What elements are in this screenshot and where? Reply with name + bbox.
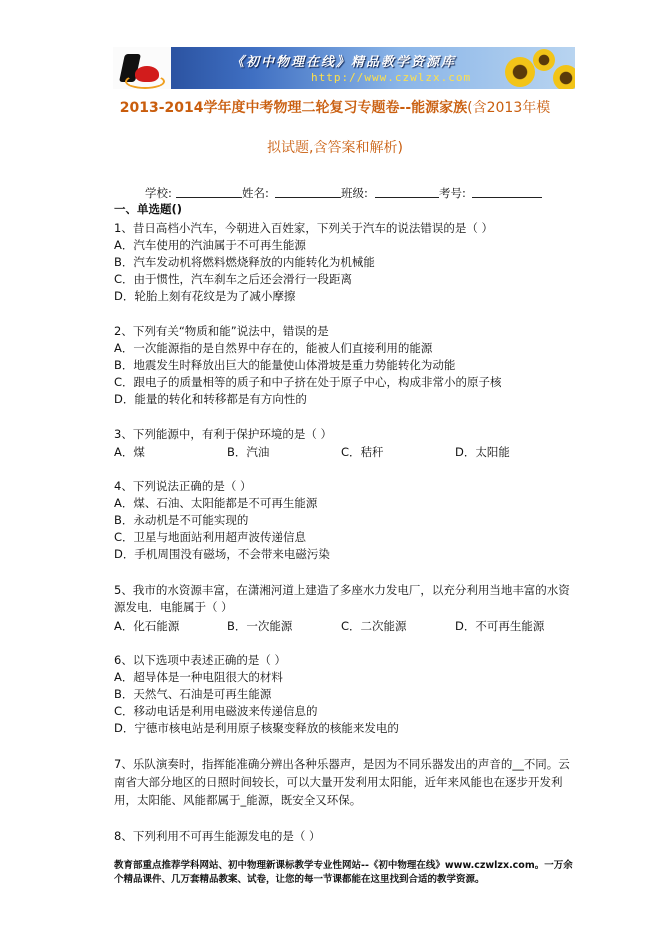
option-a: A．煤 <box>114 445 145 459</box>
option-c: C．秸秆 <box>341 445 384 459</box>
footer-line1: 教育部重点推荐学科网站、初中物理新课标教学专业性网站--《初中物理在线》www.czwlzx.com。一万余 <box>114 860 573 871</box>
option-a: A．化石能源 <box>114 619 180 633</box>
option-c: C．由于惯性，汽车刹车之后还会滑行一段距离 <box>114 272 353 286</box>
option-c: C．二次能源 <box>341 619 407 633</box>
question-stem-continued: 用，太阳能、风能都属于_能源，既安全又环保。 <box>114 793 362 807</box>
option-a: A．一次能源指的是自然界中存在的，能被人们直接利用的能源 <box>114 341 433 355</box>
option-b: B．地震发生时释放出巨大的能量使山体滑坡是重力势能转化为动能 <box>114 358 456 372</box>
option-a: A．超导体是一种电阻很大的材料 <box>114 670 283 684</box>
question-stem: 6、以下选项中表述正确的是（ ） <box>114 653 286 667</box>
school-label: 学校: <box>145 186 172 200</box>
question-stem: 2、下列有关“物质和能”说法中，错误的是 <box>114 324 329 338</box>
question-stem: 7、乐队演奏时，指挥能准确分辨出各种乐器声，是因为不同乐器发出的声音的__不同。云 <box>114 757 570 771</box>
header-banner <box>113 47 575 89</box>
option-c: C．移动电话是利用电磁波来传递信息的 <box>114 704 318 718</box>
question-stem-continued: 南省大部分地区的日照时间较长，可以大量开发利用太阳能，近年来风能也在逐步开发利 <box>114 775 563 789</box>
section-heading: 一、单选题() <box>114 202 183 216</box>
document-title-line2: 拟试题,含答案和解析) <box>267 140 403 156</box>
question-stem: 1、昔日高档小汽车，今朝进入百姓家，下列关于汽车的说法错误的是（ ） <box>114 221 493 235</box>
question-stem: 5、我市的水资源丰富，在潇湘河道上建造了多座水力发电厂，以充分利用当地丰富的水资 <box>114 583 570 597</box>
atom-logo-icon <box>113 47 171 89</box>
name-blank[interactable] <box>275 197 341 198</box>
option-a: A．汽车使用的汽油属于不可再生能源 <box>114 238 306 252</box>
title-bold-part: 2013-2014学年度中考物理二轮复习专题卷--能源家族 <box>119 100 468 116</box>
option-a: A．煤、石油、太阳能都是不可再生能源 <box>114 496 318 510</box>
exam-no-blank[interactable] <box>472 197 542 198</box>
option-d: D．不可再生能源 <box>455 619 545 633</box>
class-label: 班级: <box>341 186 368 200</box>
document-title-line1 <box>100 99 570 117</box>
question-stem: 3、下列能源中，有利于保护环境的是（ ） <box>114 427 332 441</box>
option-c: C．卫星与地面站利用超声波传递信息 <box>114 530 307 544</box>
name-label: 姓名: <box>242 186 269 200</box>
school-blank[interactable] <box>176 197 242 198</box>
option-d: D．轮胎上刻有花纹是为了减小摩擦 <box>114 289 296 303</box>
option-d: D．能量的转化和转移都是有方向性的 <box>114 392 307 406</box>
class-blank[interactable] <box>375 197 439 198</box>
question-stem-continued: 源发电．电能属于（ ） <box>114 600 233 614</box>
option-b: B．汽油 <box>227 445 270 459</box>
option-b: B．永动机是不可能实现的 <box>114 513 249 527</box>
question-stem: 4、下列说法正确的是（ ） <box>114 479 252 493</box>
question-stem: 8、下列利用不可再生能源发电的是（ ） <box>114 829 321 843</box>
option-c: C．跟电子的质量相等的质子和中子挤在处于原子中心，构成非常小的原子核 <box>114 375 502 389</box>
exam-no-label: 考号: <box>439 186 466 200</box>
option-d: D．手机周围没有磁场，不会带来电磁污染 <box>114 547 330 561</box>
footer-line2: 个精品课件、几万套精品教案、试卷，让您的每一节课都能在这里找到合适的教学资源。 <box>114 874 485 885</box>
banner-url: http://www.czwlzx.com <box>311 71 472 84</box>
option-d: D．宁德市核电站是利用原子核聚变释放的核能来发电的 <box>114 721 399 735</box>
title-light-part: (含2013年模 <box>467 100 551 116</box>
option-b: B．一次能源 <box>227 619 293 633</box>
option-b: B．天然气、石油是可再生能源 <box>114 687 272 701</box>
option-d: D．太阳能 <box>455 445 510 459</box>
banner-title: 《初中物理在线》精品教学资源库 <box>231 55 457 70</box>
option-b: B．汽车发动机将燃料燃烧释放的内能转化为机械能 <box>114 255 375 269</box>
